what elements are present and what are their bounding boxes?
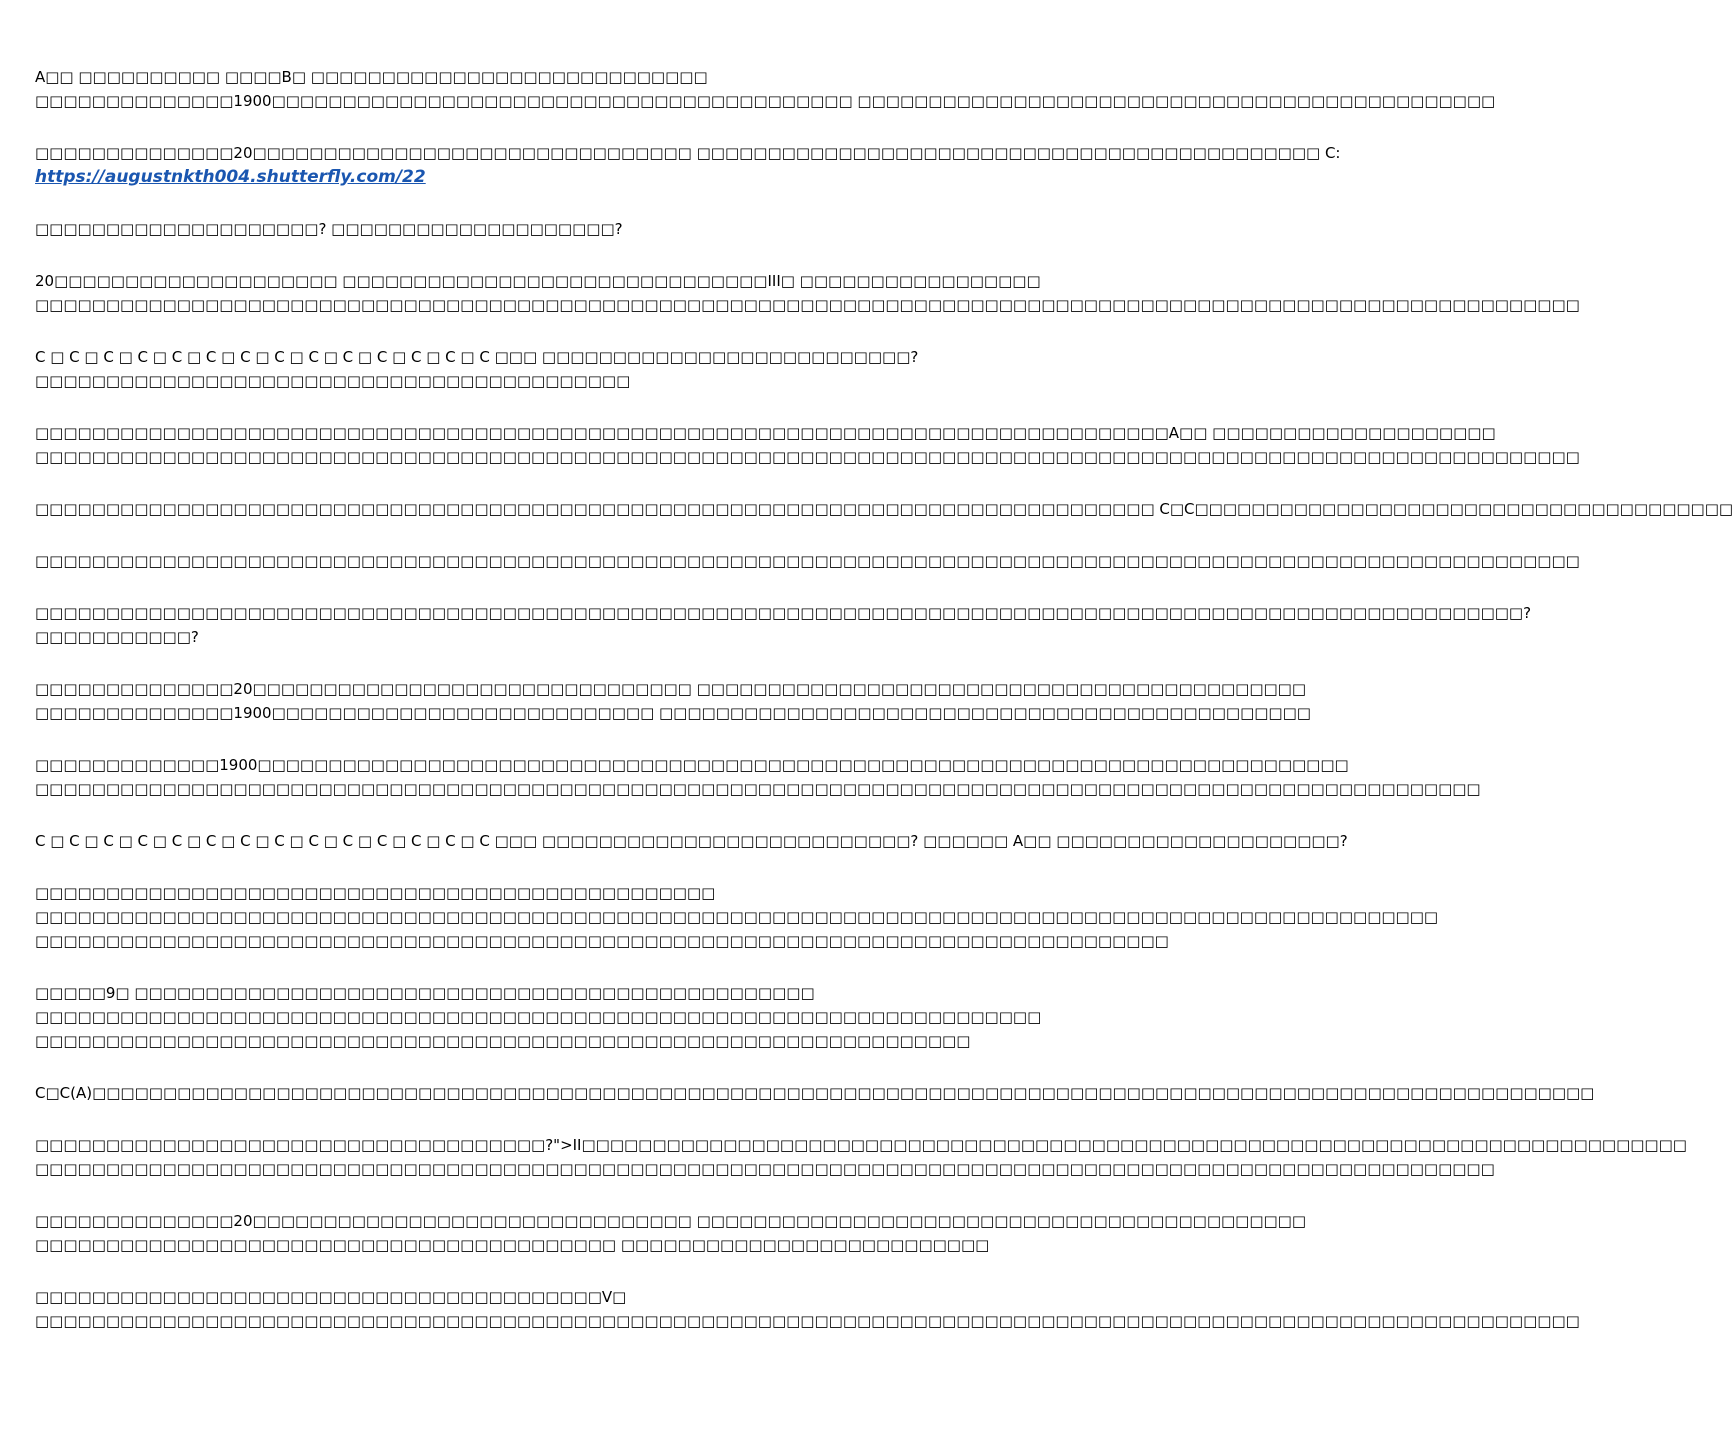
text-line: C □ C □ C □ C □ C □ C □ C □ C □ C □ C □ C □ C □ C □ C □□□ □□□□□□□□□□□□□□□□□□□□□□□□□□? □□□□□□ A□□ □□□□□□□□□□□□□□□□□□□□? bbox=[35, 832, 1348, 850]
paragraph bbox=[35, 217, 990, 241]
paragraph bbox=[35, 1081, 1595, 1105]
document-body bbox=[35, 65, 1733, 1361]
paragraph bbox=[35, 1209, 1307, 1257]
text-line: □□□□□□□□□□□□□□□□□□□□□□□□□□□□□□□□□□□□□□□□□□□□□□□□ bbox=[35, 884, 716, 902]
text-line: □□□□□□□□□□□□□□□□□□□□□□□□□□□□□□□□□□□□□□□□□□□□□□□□□□□□□□□□□□□□□□□□□□□□□□□□□□□□□□□□A□□ □□□□□□□□□□□□□□□□□□□□ bbox=[35, 424, 1496, 442]
paragraph bbox=[35, 677, 1311, 725]
paragraph bbox=[35, 601, 1532, 649]
text-line: □□□□□□□□□□□□□□□□□□□□□□□□□□□□□□□□□□□□□□□□□□□□□□□□□□□□□□□□□□□□□□□□□□□□□□□□□□□□□□□□□□□□□□□□□□□□□□□□□□□□□□□□□□□□□ bbox=[35, 1312, 1580, 1330]
text-line: C□C(A)□□□□□□□□□□□□□□□□□□□□□□□□□□□□□□□□□□□□□□□□□□□□□□□□□□□□□□□□□□□□□□□□□□□□□□□□□□□□□□□□□□□□□□□□□□□□□□□□□□□□□□□□□□ bbox=[35, 1084, 1595, 1102]
paragraph bbox=[35, 141, 1341, 189]
text-line: □□□□□□□□□□□□□□□□□□□□□□□□□□□□□□□□□□□□□□□□□□□□□□□□□□□□□□□□□□□□□□□□□□□□□□□ bbox=[35, 1008, 1042, 1026]
paragraph bbox=[35, 1285, 1580, 1333]
shutterfly-link[interactable]: https://augustnkth004.shutterfly.com/22 bbox=[35, 167, 426, 187]
text-line: □□□□□□□□□□□□□□□□□□□□□□□□□□□□□□□□□□□□□□□□□□□□□□□□□□□□□□□□□□□□□□□□□□□□□□□□□□□□□□□ C□C□□□□□□□□□□□□□□□□□□□□□□□□□□□□□□□□□□□□□□ bbox=[35, 500, 1733, 518]
paragraph bbox=[35, 497, 1733, 521]
text-line: A□□ □□□□□□□□□□ □□□□B□ □□□□□□□□□□□□□□□□□□□□□□□□□□□□ bbox=[35, 68, 708, 86]
text-line: □□□□□□□□□□□□□□□□□□□□□□□□□□□□□□□□□□□□?">II□□□□□□□□□□□□□□□□□□□□□□□□□□□□□□□□□□□□□□□□□□□□□□□□□□□□□□□□□□□□□□□□□□□□□□□□□□□□□□ bbox=[35, 1136, 1687, 1154]
text-line: □□□□□□□□□□□? bbox=[35, 628, 199, 646]
text-line: □□□□□□□□□□□□□□□□□□□□□□□□□□□□□□□□□□□□□□□□□□□□□□□□□□□□□□□□□□□□□□□□□□□□□□□□□□□□□□□□□□□□□□□□□□□□□□□□□□□□□□□□□□□□□ bbox=[35, 552, 1580, 570]
text-line: □□□□□9□ □□□□□□□□□□□□□□□□□□□□□□□□□□□□□□□□□□□□□□□□□□□□□□□□ bbox=[35, 984, 815, 1002]
text-line: □□□□□□□□□□□□□□20□□□□□□□□□□□□□□□□□□□□□□□□□□□□□□□ □□□□□□□□□□□□□□□□□□□□□□□□□□□□□□□□□□□□□□□□□□□ bbox=[35, 1212, 1307, 1230]
text-line: □□□□□□□□□□□□□□□□□□□□□□□□□□□□□□□□□□□□□□□□□□□□□□□□□□□□□□□□□□□□□□□□□□ bbox=[35, 1032, 971, 1050]
paragraph bbox=[35, 753, 1481, 801]
text-line: □□□□□□□□□□□□□□20□□□□□□□□□□□□□□□□□□□□□□□□□□□□□□□ □□□□□□□□□□□□□□□□□□□□□□□□□□□□□□□□□□□□□□□□□□□□ C: bbox=[35, 144, 1341, 162]
paragraph bbox=[35, 1133, 1687, 1181]
text-line: 20□□□□□□□□□□□□□□□□□□□□ □□□□□□□□□□□□□□□□□□□□□□□□□□□□□□III□ □□□□□□□□□□□□□□□□□ bbox=[35, 272, 1041, 290]
text-line: □□□□□□□□□□□□□□1900□□□□□□□□□□□□□□□□□□□□□□□□□□□ □□□□□□□□□□□□□□□□□□□□□□□□□□□□□□□□□□□□□□□□□□□□□□ bbox=[35, 704, 1311, 722]
paragraph bbox=[35, 345, 990, 393]
text-line: □□□□□□□□□□□□□□□□□□□□□□□□□□□□□□□□□□□□□□□□□□□□□□□□□□□□□□□□□□□□□□□□□□□□□□□□□□□□□□□□□□□□□□□□□□□□□□□□□□□□□□ bbox=[35, 780, 1481, 798]
text-line: □□□□□□□□□□□□□□□□□□□□□□□□□□□□□□□□□□□□□□□□□□□□□□□□□□□□□□□□□□□□□□□□□□□□□□□□□□□□□□□□□□□□□□□□□□□□□□□□□□□□□□□□□□□□□ bbox=[35, 448, 1580, 466]
text-line: □□□□□□□□□□□□□□□□□□□□□□□□□□□□□□□□□□□□□□□□□ □□□□□□□□□□□□□□□□□□□□□□□□□□ bbox=[35, 1236, 990, 1254]
link-line bbox=[35, 165, 990, 189]
text-line: □□□□□□□□□□□□□□□□□□□□□□□□□□□□□□□□□□□□□□□□□□□□□□□□□□□□□□□□□□□□□□□□□□□□□□□□□□□□□□□□□□□□□□□□□□□□□□□□□□□ bbox=[35, 908, 1439, 926]
text-line: C □ C □ C □ C □ C □ C □ C □ C □ C □ C □ C □ C □ C □ C □□□ □□□□□□□□□□□□□□□□□□□□□□□□□□? bbox=[35, 348, 919, 366]
text-line: □□□□□□□□□□□□□□□□□□□□□□□□□□□□□□□□□□□□□□□□□□□□□□□□□□□□□□□□□□□□□□□□□□□□□□□□□□□□□□□□□□□□□□□□□□□□□□□□□□□□□□□□□□□□□ bbox=[35, 296, 1580, 314]
text-line: □□□□□□□□□□□□□□20□□□□□□□□□□□□□□□□□□□□□□□□□□□□□□□ □□□□□□□□□□□□□□□□□□□□□□□□□□□□□□□□□□□□□□□□□□□ bbox=[35, 680, 1307, 698]
paragraph bbox=[35, 981, 1042, 1053]
text-line: □□□□□□□□□□□□□□□□□□□□□□□□□□□□□□□□□□□□□□□□□□□□□□□□□□□□□□□□□□□□□□□□□□□□□□□□□□□□□□□□ bbox=[35, 932, 1169, 950]
text-line: □□□□□□□□□□□□□□□□□□□□□□□□□□□□□□□□□□□□□□□□□□□□□□□□□□□□□□□□□□□□□□□□□□□□□□□□□□□□□□□□□□□□□□□□□□□□□□□□□□□□□□□□□? bbox=[35, 604, 1532, 622]
paragraph bbox=[35, 65, 1496, 113]
text-line: □□□□□□□□□□□□□1900□□□□□□□□□□□□□□□□□□□□□□□□□□□□□□□□□□□□□□□□□□□□□□□□□□□□□□□□□□□□□□□□□□□□□□□□□□□□□ bbox=[35, 756, 1349, 774]
paragraph bbox=[35, 829, 1348, 853]
text-line: □□□□□□□□□□□□□□1900□□□□□□□□□□□□□□□□□□□□□□□□□□□□□□□□□□□□□□□□□ □□□□□□□□□□□□□□□□□□□□□□□□□□□□□□□□□□□□□□□□□□□□□ bbox=[35, 92, 1496, 110]
text-line: □□□□□□□□□□□□□□□□□□□□□□□□□□□□□□□□□□□□□□□□□□□□□□□□□□□□□□□□□□□□□□□□□□□□□□□□□□□□□□□□□□□□□□□□□□□□□□□□□□□□□□□ bbox=[35, 1160, 1495, 1178]
paragraph bbox=[35, 421, 1580, 469]
text-line: □□□□□□□□□□□□□□□□□□□□? □□□□□□□□□□□□□□□□□□□□? bbox=[35, 220, 623, 238]
text-line: □□□□□□□□□□□□□□□□□□□□□□□□□□□□□□□□□□□□□□□□□□ bbox=[35, 372, 631, 390]
paragraph bbox=[35, 549, 1580, 573]
text-line: □□□□□□□□□□□□□□□□□□□□□□□□□□□□□□□□□□□□□□□□V□ bbox=[35, 1288, 627, 1306]
paragraph bbox=[35, 269, 1580, 317]
paragraph bbox=[35, 881, 1439, 953]
